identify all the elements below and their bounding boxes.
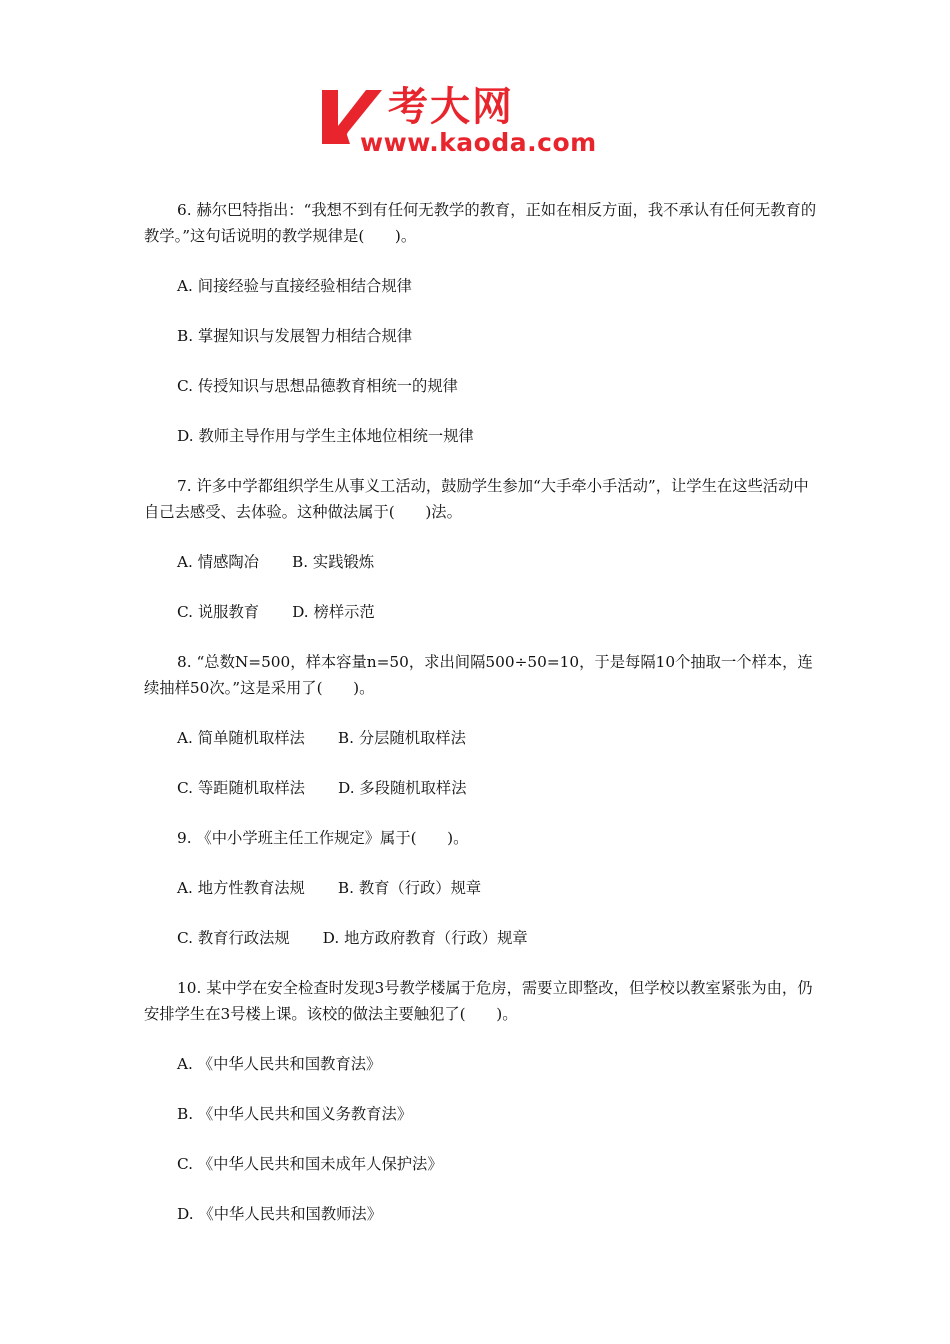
question-9-option-b: B. 教育（行政）规章	[337, 879, 482, 897]
question-6-option-c: C. 传授知识与思想品德教育相统一的规律	[177, 377, 458, 395]
logo-brand-cn: 考大网	[388, 84, 514, 130]
question-10-option-a: A. 《中华人民共和国教育法》	[177, 1055, 382, 1073]
question-9-options-row-1	[144, 875, 820, 901]
question-10-option-d: D. 《中华人民共和国教师法》	[177, 1205, 383, 1223]
question-8-stem: 8. “总数N=500，样本容量n=50，求出间隔500÷50=10，于是每隔10个抽取一个样本，连续抽样50次。”这是采用了( )。	[144, 653, 813, 697]
question-9-option-c: C. 教育行政法规	[177, 929, 290, 947]
kaoda-logo	[320, 84, 640, 162]
question-9-option-d: D. 地方政府教育（行政）规章	[322, 929, 528, 947]
question-7-option-b: B. 实践锻炼	[291, 553, 375, 571]
question-8-option-c: C. 等距随机取样法	[177, 779, 305, 797]
question-9-options-row-2	[144, 925, 820, 951]
question-7-options-row-2	[144, 599, 820, 625]
question-8-option-b: B. 分层随机取样法	[337, 729, 466, 747]
question-7-options-row-1	[144, 549, 820, 575]
question-list	[144, 197, 820, 1251]
question-7-option-c: C. 说服教育	[177, 603, 260, 621]
question-6-option-b: B. 掌握知识与发展智力相结合规律	[177, 327, 413, 345]
question-8-option-a: A. 简单随机取样法	[177, 729, 305, 747]
question-8-options-row-2	[144, 775, 820, 801]
question-10-stem: 10. 某中学在安全检查时发现3号教学楼属于危房，需要立即整改，但学校以教室紧张为由，仍安排学生在3号楼上课。该校的做法主要触犯了( )。	[144, 979, 813, 1023]
question-6-option-d: D. 教师主导作用与学生主体地位相统一规律	[177, 427, 474, 445]
question-7-option-d: D. 榜样示范	[292, 603, 375, 621]
question-6-stem: 6. 赫尔巴特指出：“我想不到有任何无教学的教育，正如在相反方面，我不承认有任何无教育的教学。”这句话说明的教学规律是( )。	[144, 201, 817, 245]
question-9-option-a: A. 地方性教育法规	[177, 879, 305, 897]
logo-url: www.kaoda.com	[360, 128, 597, 157]
question-7-stem: 7. 许多中学都组织学生从事义工活动，鼓励学生参加“大手牵小手活动”，让学生在这些活动中自己去感受、去体验。这种做法属于( )法。	[144, 477, 809, 521]
question-8-option-d: D. 多段随机取样法	[337, 779, 467, 797]
question-9-stem: 9. 《中小学班主任工作规定》属于( )。	[177, 829, 469, 847]
question-10-option-c: C. 《中华人民共和国未成年人保护法》	[177, 1155, 443, 1173]
question-6-option-a: A. 间接经验与直接经验相结合规律	[177, 277, 412, 295]
question-10-option-b: B. 《中华人民共和国义务教育法》	[177, 1105, 413, 1123]
question-7-option-a: A. 情感陶冶	[177, 553, 259, 571]
question-8-options-row-1	[144, 725, 820, 751]
